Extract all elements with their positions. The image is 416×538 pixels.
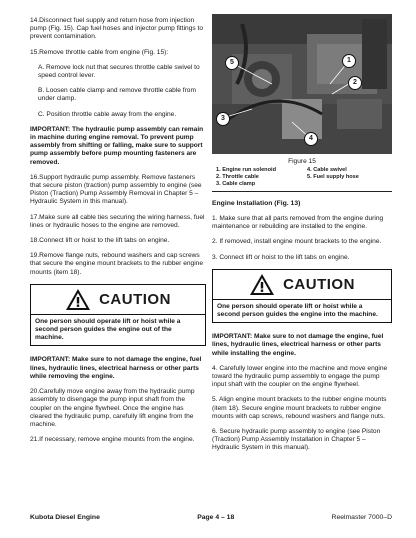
important-note-1: IMPORTANT: The hydraulic pump assembly can remain in machine during engine removal. To prevent pump assembly from shifting or falling, make sure to support pump assembly before pump mounting fasteners are removed. [30, 125, 204, 166]
step-15c: C. Position throttle cable away from the engine. [38, 110, 177, 118]
callout-1: 1 [342, 54, 356, 68]
step-21: 21.If necessary, remove engine mounts from the engine. [30, 436, 195, 444]
step-15b: B. Loosen cable clamp and remove throttle cable from under clamp. [38, 87, 196, 103]
important-note-2: IMPORTANT: Make sure to not damage the engine, fuel lines, hydraulic lines, electrical harness or other parts while removing the engine. [30, 356, 202, 380]
footer-section-title: Kubota Diesel Engine [30, 514, 100, 521]
callout-2: 2 [348, 76, 362, 90]
install-step-6: 6. Secure hydraulic pump assembly to engine (see Piston (Traction) Pump Assembly Installation in Chapter 5 – Hydraulic System in this manual). [212, 428, 381, 452]
legend-item: 2. Throttle cable [216, 174, 259, 180]
step-18: 18.Connect lift or hoist to the lift tabs on engine. [30, 237, 170, 245]
step-15a: A. Remove lock nut that secures throttle cable swivel to speed control lever. [38, 63, 200, 80]
install-step-2: 2. If removed, install engine mount brackets to the engine. [212, 238, 382, 246]
legend-item [307, 181, 392, 188]
legend-item: 4. Cable swivel [307, 167, 347, 173]
caution-box-removal [30, 284, 206, 347]
step-17: 17.Make sure all cable ties securing the wiring harness, fuel lines or hydraulic hoses to the engine are removed. [30, 213, 205, 229]
install-step-1: 1. Make sure that all parts removed from the engine during maintenance or rebuilding are installed to the engine. [212, 215, 384, 231]
legend-divider [212, 191, 392, 192]
caution-text: One person should operate lift or hoist while a second person guides the engine into the machine. [217, 302, 378, 319]
legend-item: 3. Cable clamp [216, 181, 256, 187]
section-heading: Engine Installation (Fig. 13) [212, 200, 301, 207]
footer-manual-title: Reelmaster 7000–D [331, 514, 392, 521]
caution-title: CAUTION [283, 275, 355, 293]
install-step-3: 3. Connect lift or hoist to the lift tabs on engine. [212, 253, 350, 261]
callout-4: 4 [304, 132, 318, 146]
warning-triangle-icon [65, 288, 91, 311]
right-column [212, 14, 392, 460]
caution-header [31, 285, 205, 315]
page-footer [30, 514, 392, 521]
caution-header [213, 270, 391, 300]
install-step-4: 4. Carefully lower engine into the machine and move engine toward the hydraulic pump assembly to engage the pump input shaft with the coupler on the engine flywheel. [212, 364, 388, 389]
step-16: 16.Support hydraulic pump assembly. Remove fasteners that secure piston (traction) pump assembly to engine (see Piston (Traction) Pump Assembly Removal in Chapter 5 – Hydraulic System in this manual). [30, 173, 202, 206]
callout-3: 3 [216, 112, 230, 126]
legend-item: 1. Engine run solenoid [216, 167, 276, 173]
caution-title: CAUTION [99, 290, 171, 308]
engine-photo [212, 14, 392, 154]
step-14: 14.Disconnect fuel supply and return hose from injection pump (Fig. 15). Cap fuel hoses and injector pump fittings to prevent contamination. [30, 17, 203, 41]
legend-item: 5. Fuel supply hose [307, 174, 359, 180]
step-15: 15.Remove throttle cable from engine (Fig. 15): [30, 48, 169, 56]
figure-legend [212, 167, 392, 188]
step-20: 20.Carefully move engine away from the hydraulic pump assembly to disengage the pump input shaft from the coupler on the engine flywheel. Once the engine has cleared the hydraulic pump, carefully lift engine from the machine. [30, 388, 195, 428]
caution-box-installation [212, 269, 392, 323]
install-step-5: 5. Align engine mount brackets to the rubber engine mounts (item 18). Secure engine mount brackets to rubber engine mounts with cap screws, rebound washers and flange nuts. [212, 396, 387, 420]
caution-text: One person should operate lift or hoist while a second person guides the engine out of the machine. [35, 317, 181, 342]
warning-triangle-icon [249, 273, 275, 296]
left-column [30, 17, 206, 451]
important-note-3: IMPORTANT: Make sure to not damage the engine, fuel lines, hydraulic lines, electrical harness or other parts while installing the engine. [212, 333, 384, 357]
callout-5: 5 [225, 56, 239, 70]
figure-caption: Figure 15 [288, 158, 316, 165]
step-19: 19.Remove flange nuts, rebound washers and cap screws that secure the engine mount brackets to the rubber engine mounts (item 18). [30, 252, 204, 276]
footer-page-number: Page 4 – 18 [197, 514, 235, 521]
